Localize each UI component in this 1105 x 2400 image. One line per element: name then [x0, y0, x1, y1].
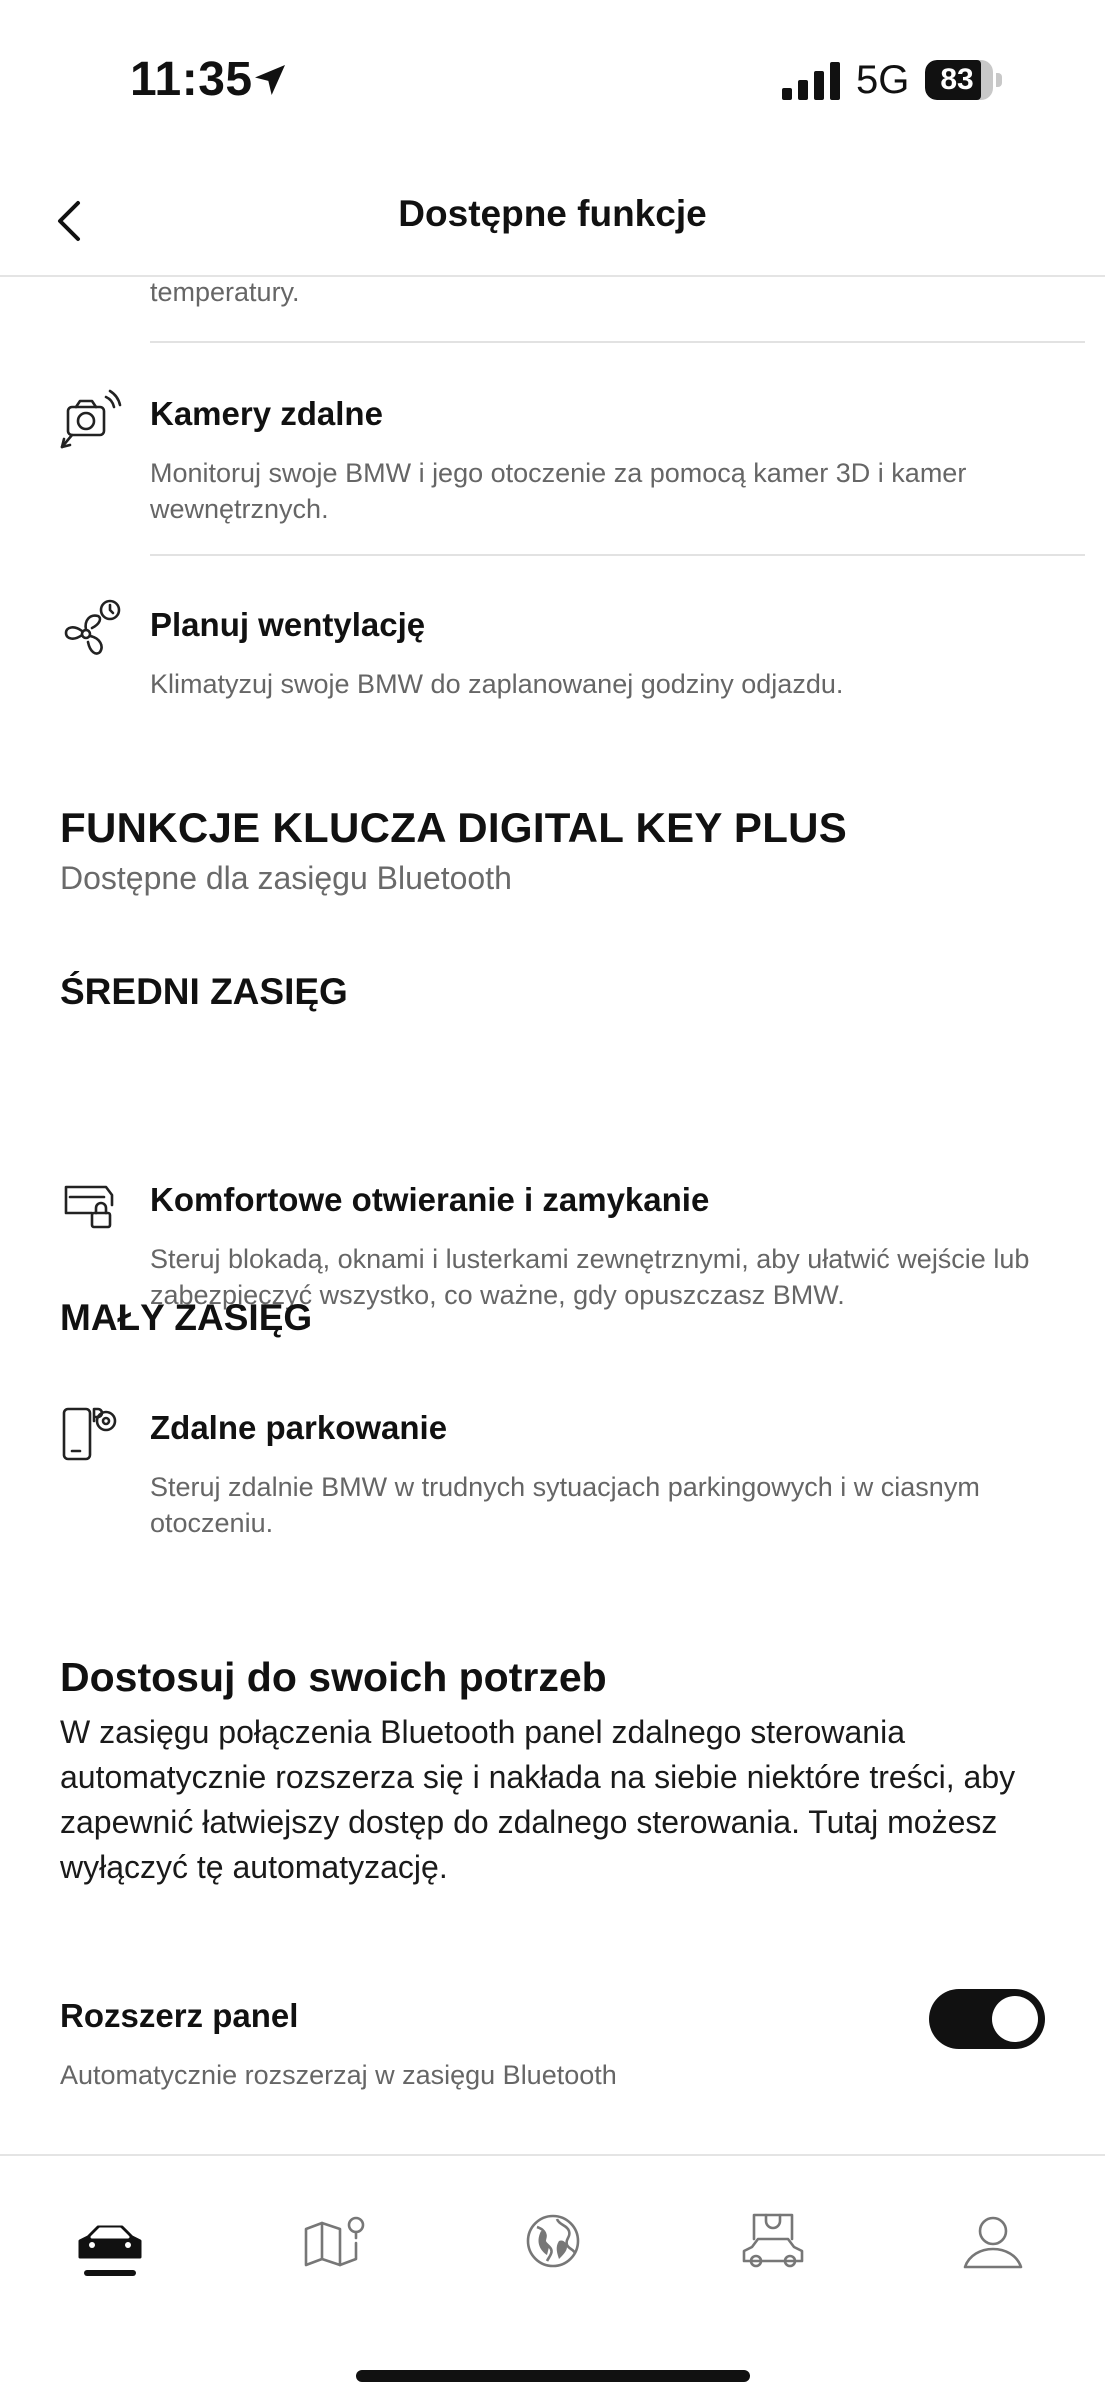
- feature-title: Kamery zdalne: [150, 395, 383, 432]
- status-time: 11:35: [130, 53, 253, 106]
- medium-range-heading: ŚREDNI ZASIĘG: [60, 971, 348, 1012]
- customize-description: W zasięgu połączenia Bluetooth panel zdalnego sterowania automatycznie rozszerza się i nakłada na siebie niektóre treści, aby zapewnić łatwiejszy dostęp do zdalnego sterowania. Tutaj możesz wyłączyć tę automatyzację.: [60, 1714, 1016, 1885]
- divider: [150, 554, 1085, 556]
- ventilation-schedule-icon: [58, 598, 124, 664]
- divider: [150, 341, 1085, 343]
- comfort-access-icon: [58, 1173, 124, 1239]
- remote-parking-icon: [58, 1401, 124, 1467]
- section-subheading: Dostępne dla zasięgu Bluetooth: [60, 860, 512, 896]
- tab-shop[interactable]: [728, 2196, 818, 2286]
- feature-description: Klimatyzuj swoje BMW do zaplanowanej godziny odjazdu.: [150, 669, 844, 699]
- feature-description: Monitoruj swoje BMW i jego otoczenie za pomocą kamer 3D i kamer wewnętrznych.: [150, 458, 967, 524]
- car-icon: [76, 2217, 144, 2265]
- home-indicator[interactable]: [356, 2370, 750, 2382]
- location-arrow-icon: [250, 60, 290, 100]
- short-range-heading: MAŁY ZASIĘG: [60, 1297, 313, 1338]
- toggle-knob: [992, 1996, 1038, 2042]
- feature-description: Steruj blokadą, oknami i lusterkami zewnętrznymi, aby ułatwić wejście lub zabezpieczyć wszystko, co ważne, gdy opuszczasz BMW.: [150, 1244, 1030, 1310]
- profile-icon: [961, 2211, 1025, 2271]
- feature-description: Steruj zdalnie BMW w trudnych sytuacjach parkingowych i w ciasnym otoczeniu.: [150, 1472, 980, 1538]
- toggle-sublabel: Automatycznie rozszerzaj w zasięgu Bluetooth: [60, 2060, 617, 2090]
- section-heading: FUNKCJE KLUCZA DIGITAL KEY PLUS: [60, 804, 848, 851]
- tab-map[interactable]: [290, 2196, 380, 2286]
- feature-title: Zdalne parkowanie: [150, 1409, 448, 1446]
- network-type: 5G: [856, 58, 910, 102]
- tab-explore[interactable]: [508, 2196, 598, 2286]
- toggle-label: Rozszerz panel: [60, 1997, 299, 2034]
- feature-title: Planuj wentylację: [150, 606, 426, 643]
- tab-bar: [0, 2154, 1105, 2400]
- page-title: Dostępne funkcje: [398, 193, 707, 234]
- customize-title: Dostosuj do swoich potrzeb: [60, 1654, 607, 1700]
- status-bar: [0, 0, 1105, 165]
- remote-camera-icon: [58, 387, 124, 453]
- battery-icon: [925, 60, 1003, 100]
- nav-header: [0, 165, 1105, 277]
- expand-panel-toggle[interactable]: [929, 1989, 1045, 2049]
- partial-description: temperatury.: [150, 279, 300, 307]
- cellular-signal-icon: [782, 62, 840, 100]
- shop-car-icon: [738, 2209, 808, 2273]
- feature-title: Komfortowe otwieranie i zamykanie: [150, 1181, 710, 1218]
- battery-percent: 83: [940, 63, 974, 96]
- map-icon: [300, 2211, 370, 2271]
- globe-icon: [523, 2211, 583, 2271]
- active-tab-indicator: [84, 2270, 136, 2276]
- tab-profile[interactable]: [948, 2196, 1038, 2286]
- features-list[interactable]: [0, 279, 1105, 2154]
